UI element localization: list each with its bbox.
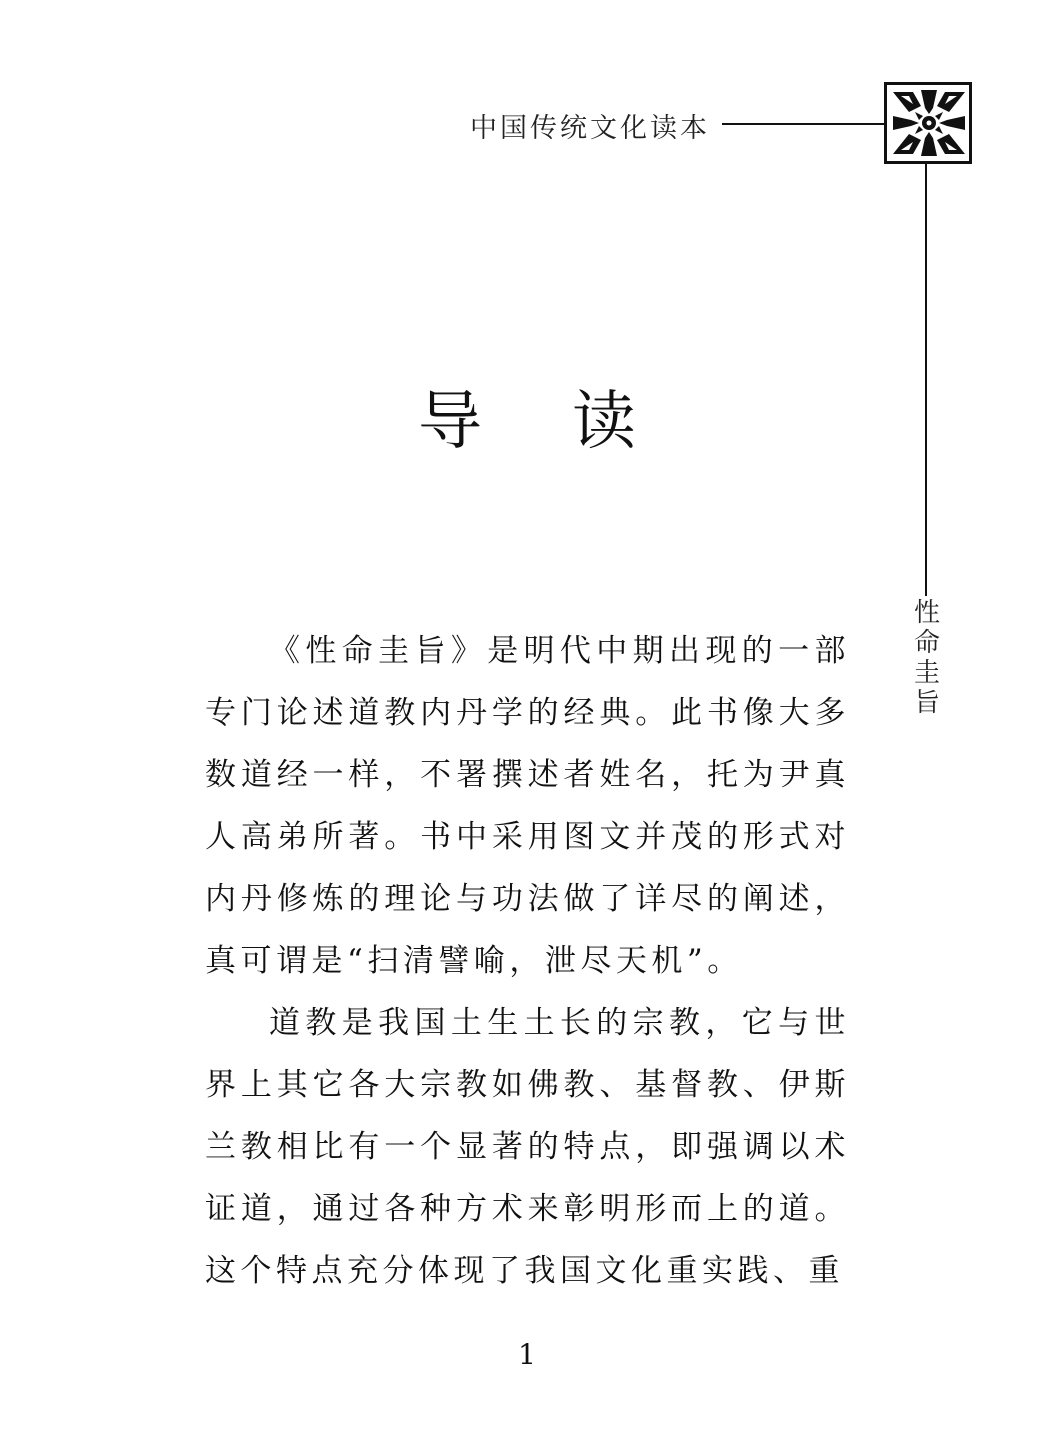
paragraph: 道教是我国土生土长的宗教，它与世界上其它各大宗教如佛教、基督教、伊斯兰教相比有一个显著的特点，即强调以术证道，通过各种方术来彰明形而上的道。这个特点充分体现了我国文化重实践、重 <box>205 1005 850 1289</box>
floral-emblem-icon <box>884 82 972 164</box>
page-heading: 导读 <box>418 385 726 459</box>
series-title: 中国传统文化读本 <box>470 113 710 144</box>
side-title-char: 命 <box>913 628 940 658</box>
header-rule <box>722 123 884 125</box>
body-text <box>205 620 850 1302</box>
paragraph: 《性命圭旨》是明代中期出现的一部专门论述道教内丹学的经典。此书像大多数道经一样，不署撰述者姓名，托为尹真人高弟所著。书中采用图文并茂的形式对内丹修炼的理论与功法做了详尽的阐述，真可谓是“扫清譬喻，泄尽天机”。 <box>205 633 850 979</box>
side-title-char: 圭 <box>913 658 940 688</box>
side-title-char: 旨 <box>913 688 940 718</box>
page-number: 1 <box>518 1338 536 1371</box>
side-title-char: 性 <box>913 598 940 628</box>
side-book-title <box>912 598 942 718</box>
